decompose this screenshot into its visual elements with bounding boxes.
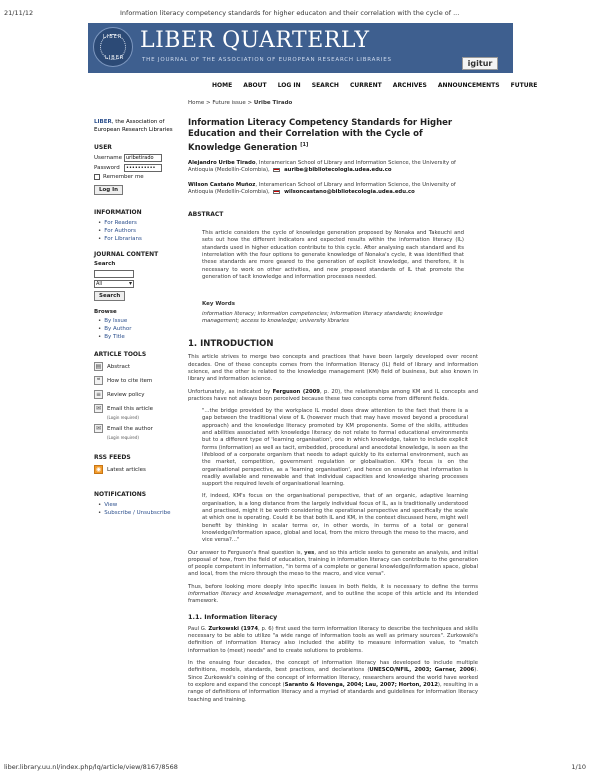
author1-affiliation: , Interamerican School of Library and Information Science, the University of Antioquia (Medellín-Colombia), [188, 159, 456, 174]
title-footnote-link[interactable]: [1] [300, 142, 309, 148]
journal-title: LIBER QUARTERLY [140, 28, 370, 53]
nav-future[interactable]: FUTURE [510, 82, 538, 89]
citation-icon: ❝ [94, 376, 103, 385]
password-label: Password [94, 165, 120, 171]
author1-name: Alejandro Uribe Tirado [188, 159, 256, 166]
tool-email-article[interactable] [94, 403, 174, 414]
liber-link[interactable]: LIBER [94, 119, 112, 125]
browse-list [98, 317, 174, 341]
colombia-flag-icon [273, 168, 280, 172]
intro-p4-text-b: , and to outline the scope of this article and its intended framework. [188, 591, 478, 605]
intro-paragraph-1: This article strives to merge two concepts and practices that have been largely developed over recent decades. One of these concepts comes from the information literacy (IL) field of library and information science, and the other is related to the knowledge management (KM) field of business, but also known in library and information science. [188, 354, 478, 383]
username-input[interactable] [124, 154, 162, 162]
logo-text-bottom: LIBER [105, 55, 125, 61]
intro-p2-text-a: Unfortunately, as indicated by [188, 388, 273, 395]
tool-review-policy[interactable] [94, 389, 174, 400]
tool-email-author[interactable] [94, 423, 174, 434]
breadcrumb-separator: > [206, 100, 211, 106]
breadcrumb [188, 100, 292, 106]
keywords-heading: Key Words [202, 301, 235, 308]
rss-latest[interactable] [94, 464, 174, 475]
notifications-title: NOTIFICATIONS [94, 491, 147, 498]
notif-subscribe[interactable]: • Subscribe / Unsubscribe [98, 509, 174, 517]
intro-paragraph-2 [188, 389, 478, 404]
intro-p3-text-b: , and so this article seeks to generate an analysis, and initial proposal of how, from the field of education, training in information literacy can contribute to the generation of people competent in information, "in terms of a complete or general knowledge/information space, global and local, from the micro through the meso to the macro, and vice versa". [188, 549, 478, 578]
il-p2-text-a: In the ensuing four decades, the concept of information literacy has developed to include multiple definitions, models, standards, best practices, and declarations ( [188, 660, 478, 674]
intro-p4-text-a: Thus, before looking more deeply into specific issues in both fields, it is necessary to define the terms [188, 583, 478, 590]
search-label: Search [94, 261, 116, 267]
print-page-number: 1/10 [571, 763, 586, 771]
section-information-literacy: 1.1. Information literacy [188, 612, 278, 621]
ref-saranto-link[interactable]: Saranto & Hovenga, 2004; Lau, 2007; Horton, 2012 [284, 681, 438, 688]
policy-icon: ≡ [95, 391, 102, 398]
info-link-readers[interactable]: • For Readers [98, 219, 174, 227]
notifications-list [98, 501, 174, 517]
rss-title: RSS FEEDS [94, 454, 131, 461]
intro-paragraph-4 [188, 584, 478, 606]
intro-p3-text-a: Our answer to Ferguson's final question is, [188, 549, 305, 556]
search-button[interactable]: Search [94, 291, 125, 301]
tool-email-author-label[interactable]: Email the author [107, 425, 153, 432]
journal-subtitle: THE JOURNAL OF THE ASSOCIATION OF EUROPEAN RESEARCH LIBRARIES [142, 57, 392, 63]
igitur-logo-link[interactable]: igitur [462, 57, 498, 70]
notif-view[interactable]: • View [98, 501, 174, 509]
article-title-text: Information Literacy Competency Standards for Higher Education and their Correlation with the Cycle of Knowledge Generation [188, 118, 453, 153]
journal-banner[interactable] [88, 23, 513, 73]
logo-text-top: LIBER [103, 34, 123, 40]
liber-logo [93, 27, 133, 67]
browse-by-title[interactable]: • By Title [98, 333, 174, 341]
sidebar [94, 118, 174, 517]
envelope-icon: ✉ [95, 405, 102, 412]
nav-archives[interactable]: ARCHIVES [392, 82, 427, 89]
il-p2-text-c: ), resulting in a range of definitions of information literacy and a myriad of standards and guidelines for information literacy teaching and training. [188, 681, 478, 703]
rss-icon: ◉ [95, 466, 102, 473]
nav-about[interactable]: ABOUT [243, 82, 267, 89]
username-row [94, 154, 174, 162]
il-p1-text-b: , p. 6) first used the term information literacy to describe the techniques and skills necessary to be able to utilize "a wide range of information tools as well as primary sources". Zurkowski's definition of information literacy also included the ability to measure information value, to "match information to (meet) needs" and to create solutions to problems. [188, 625, 478, 654]
tool-cite-label[interactable]: How to cite item [107, 377, 153, 384]
nav-current[interactable]: CURRENT [349, 82, 382, 89]
breadcrumb-future[interactable]: Future issue [212, 100, 246, 106]
username-label: Username [94, 155, 123, 161]
intro-paragraph-3 [188, 550, 478, 579]
il-paragraph-1 [188, 626, 478, 655]
quote-ferguson-2: If, indeed, KM's focus on the organisational perspective, that of an organic, adaptive learning organisation, is a long distance from the largely individual focus of IL, as is traditionally understood and practised, might it be worth considering the operational perspective and specifically the scale at which one is operating. Could it be that both IL and KM, in the context discussed here, might well benefit by thinking in scalar terms or, in other words, in terms of a total or general knowledge/information space, global and local, from the micro through the meso to the macro, and vice versa?..." [202, 493, 468, 544]
information-title: INFORMATION [94, 209, 142, 216]
author-2 [188, 182, 478, 197]
il-p2-text-b: ). Since Zurkowski's coining of the concept of information literacy, researchers around the world have worked to explore and expand the concept ( [188, 667, 479, 688]
il-p1-text-a: Paul G. [188, 625, 209, 632]
breadcrumb-separator: > [247, 100, 253, 106]
tool-email-article-label[interactable]: Email this article [107, 405, 154, 412]
tool-review-label[interactable]: Review policy [107, 391, 145, 398]
ref-zurkowski-link[interactable]: Zurkowski (1974 [208, 625, 259, 632]
breadcrumb-home[interactable]: Home [188, 100, 205, 106]
remember-checkbox[interactable] [94, 174, 100, 180]
print-title: Information literacy competency standards for higher educaton and their correlation with the cycle of ... [120, 9, 460, 17]
nav-home[interactable]: HOME [212, 82, 233, 89]
liber-description [94, 118, 174, 134]
browse-by-issue[interactable]: • By Issue [98, 317, 174, 325]
login-required-note: (Login required) [107, 415, 139, 420]
search-input[interactable] [94, 270, 134, 278]
browse-label: Browse [94, 309, 117, 315]
journal-content-title: JOURNAL CONTENT [94, 251, 159, 258]
remember-row [94, 174, 174, 180]
info-link-authors[interactable]: • For Authors [98, 227, 174, 235]
breadcrumb-current: Uribe Tirado [253, 100, 293, 106]
user-block-title: USER [94, 144, 112, 151]
print-date: 21/11/12 [4, 9, 34, 17]
login-button[interactable]: Log In [94, 185, 123, 195]
il-paragraph-2 [188, 660, 478, 704]
information-list [98, 219, 174, 243]
article-title [188, 118, 478, 154]
article-tools-title: ARTICLE TOOLS [94, 351, 147, 358]
keywords-text: information literacy; information competencies; information literacy standards; knowledge management; access to knowledge; university libraries [202, 310, 443, 324]
login-required-note: (Login required) [107, 435, 139, 440]
author2-email[interactable]: wilsoncastano@bibliotecologia.udea.edu.co [284, 189, 415, 196]
nav-login[interactable]: LOG IN [277, 82, 301, 89]
quote-ferguson-1: "...the bridge provided by the workplace IL model does draw attention to the fact that there is a gap between the traditional view of IL (however much that may have moved beyond a procedural approach) and the knowledge literacy promoted by KM proponents. Some of the skills, attitudes and abilities associated with knowledge literacy do not relate to formal educational environments but to a different type of 'learning organisation', one in which knowledge, taken to include explicit forms (information) as well as tacit, embedded, procedural and anecdotal knowledge, is seen as the lifeblood of a corporate organism that needs to adapt quickly to its external environment, such as the market, competition, government regulation or globalisation. KM's focus is on the organisational perspective, as a 'learning organisation', and hence on ensuring that information is readily available and renewable and that individual capacities and knowledge sharing processes support the required levels of organisational learning. [202, 408, 469, 488]
author-1 [188, 160, 478, 175]
colombia-flag-icon [273, 190, 280, 194]
rss-latest-label[interactable]: Latest articles [107, 466, 146, 473]
nav-announcements[interactable]: ANNOUNCEMENTS [437, 82, 500, 89]
liber-desc-text: , the Association of European Research Libraries [94, 119, 173, 133]
abstract-text: This article considers the cycle of knowledge generation proposed by Nonaka and Takeuchi and sets out how the different indicators and expected results within the information literacy (IL) standards used in higher education contribute to this cycle. After analysing each standard and its interrelation with the four options to generate knowledge of Nonaka's cycle, it was identified that these standards are more geared to the generation of explicit knowledge, and therefore, it is necessary to work on other activities, and new proposed standards of IL that promote the generation of tacit knowledge and information processes needed. [202, 230, 464, 280]
ref-ferguson-link[interactable]: Ferguson (2009 [272, 388, 320, 395]
intro-p2-text-b: , p. 20), the relationships among KM and IL concepts and practices have not always been perceived because these two concepts come from different fields. [188, 388, 478, 402]
password-input[interactable] [124, 164, 162, 172]
tool-abstract[interactable] [94, 361, 174, 372]
author1-email[interactable]: auribe@bibliotecologia.udea.edu.co [284, 167, 392, 174]
ref-unesco-link[interactable]: UNESCO/NFIL, 2003; Garner, 2006 [369, 667, 475, 674]
info-link-librarians[interactable]: • For Librarians [98, 235, 174, 243]
envelope-icon: ✉ [95, 425, 102, 432]
section-introduction: 1. INTRODUCTION [188, 339, 274, 350]
intro-p4-emphasis: information literacy and knowledge management [188, 591, 322, 597]
author2-affiliation: , Interamerican School of Library and Information Science, the University of Antioquia (Medellín-Colombia), [188, 181, 456, 196]
tool-abstract-label[interactable]: Abstract [107, 363, 131, 370]
remember-label: Remember me [103, 174, 144, 180]
main-nav [212, 82, 546, 89]
search-scope-select[interactable]: All ▾ [94, 280, 134, 288]
intro-p3-yes: yes [304, 549, 315, 556]
document-icon: ▤ [95, 363, 102, 370]
abstract-heading: ABSTRACT [188, 210, 224, 218]
browse-by-author[interactable]: • By Author [98, 325, 174, 333]
article-main [188, 118, 478, 709]
print-url: liber.library.uu.nl/index.php/lq/article/view/8167/8568 [4, 763, 178, 771]
author2-name: Wilson Castaño Muñoz [188, 181, 256, 188]
tool-cite[interactable] [94, 375, 174, 386]
nav-search[interactable]: SEARCH [311, 82, 339, 89]
password-row [94, 164, 174, 172]
